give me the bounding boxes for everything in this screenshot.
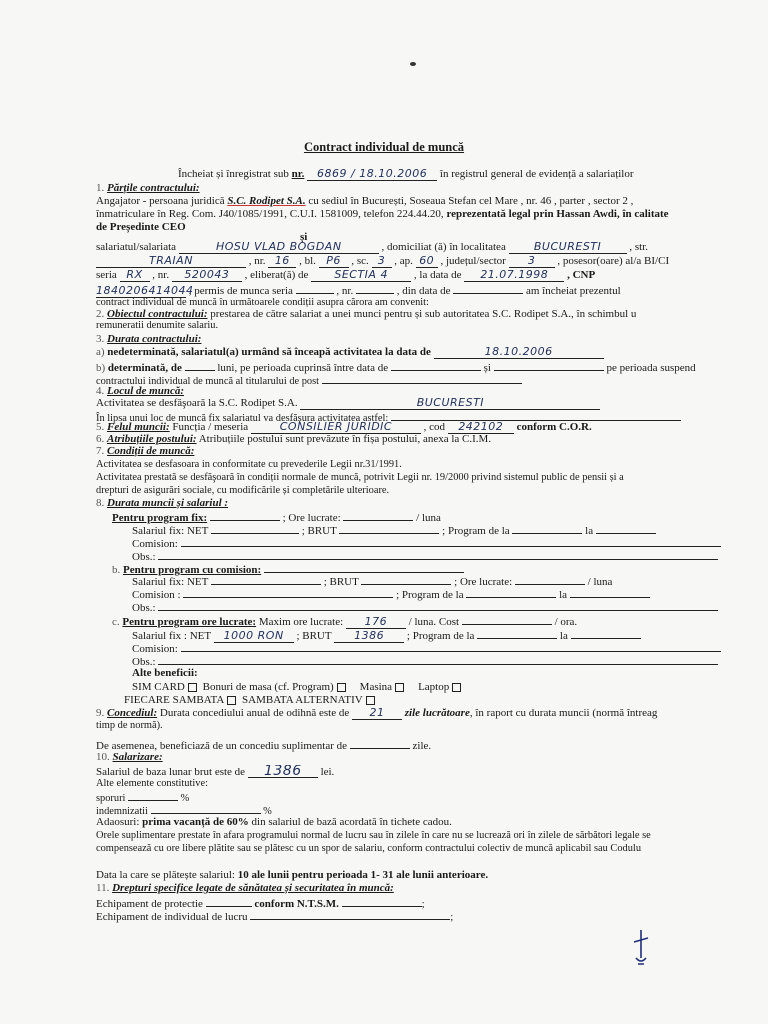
employee-address-line: TRAIAN , nr. 16 , bl. P6 , sc. 3 , ap. 60 , județul/sector 3 , posesor(oare) al/a BI/CI [96, 255, 732, 268]
cor-code: 242102 [448, 421, 514, 434]
other-elements: Alte elemente constitutive: [96, 778, 208, 789]
alternate-saturday-checkbox[interactable] [366, 696, 375, 705]
conditions-law-1: Activitatea se desfasoara in conformitate cu prevederile Legii nr.31/1991. [96, 459, 402, 470]
section-hours-salary: 8. Durata muncii și salariul : [96, 497, 229, 509]
object-continuation: remuneratii denumite salariu. [96, 320, 219, 331]
conditions-law-3: drepturi de asigurări sociale, cu modificările și completările ulterioare. [96, 485, 390, 496]
net-salary: 1000 RON [214, 630, 294, 643]
duration-suspension: contractului individual de muncă al titularului de post [96, 373, 732, 388]
duration-determined: b) determinată, de luni, pe perioada cuprinsă între data de și pe perioada suspend [96, 362, 696, 374]
payment-date-line: Data la care se plătește salariul: 10 ale lunii pentru perioada 1- 31 ale lunii anterioare. [96, 869, 489, 881]
employee-street: TRAIAN [96, 255, 246, 268]
base-salary-line: Salariul de baza lunar brut este de 1386 lei. [96, 765, 335, 778]
registration-line: Încheiat și înregistrat sub nr. 6869 / 18.10.2006 în registrul general de evidență a salariaților [178, 168, 634, 180]
workplace-line: Activitatea se desfăşoară la S.C. Rodipet S.A. BUCURESTI [96, 397, 732, 410]
and-conjunction: și [300, 231, 308, 243]
every-saturday-checkbox[interactable] [227, 696, 236, 705]
program-commission-commission: Comision : ; Program de la la [132, 587, 732, 601]
workplace-alt-line: În lipsa unui loc de muncă fix salariatul va desfăşura activitatea astfel: [96, 410, 732, 425]
section-parties-heading: 1. Părțile contractului: [96, 182, 200, 194]
protective-equipment-line: Echipament de protectie conform N.T.S.M. ; [96, 898, 425, 910]
program-hours-salary: Salariul fix : NET 1000 RON ; BRUT 1386 ; Program de la la [132, 628, 732, 643]
duration-indefinite: a) nedeterminată, salariatul(a) urmând să înceapă activitatea la data de 18.10.2006 [96, 346, 732, 359]
laptop-checkbox[interactable] [452, 683, 461, 692]
program-fix-salary: Salariul fix: NET ; BRUT ; Program de la la [132, 523, 732, 537]
employee-cnp-line: 1840206414044 , permis de munca seria , nr. , din data de am încheiat prezentul [96, 284, 621, 297]
program-commission: b. Pentru program cu comision: [112, 562, 732, 576]
benefits-row-2: FIECARE SAMBATA SAMBATA ALTERNATIV [124, 694, 732, 706]
workplace-value: BUCURESTI [300, 397, 600, 410]
conditions-law-2: Activitatea prestată se desfăşoară în condiții normale de muncă, potrivit Legii nr. 19/2000 privind sistemul public de pensii și a [96, 472, 624, 483]
registration-number: 6869 / 18.10.2006 [307, 168, 437, 181]
sim-card-checkbox[interactable] [188, 683, 197, 692]
employer-ceo-line: de Președinte CEO [96, 221, 186, 233]
program-hours-obs: Obs.: [132, 654, 732, 668]
section-salary: 10. Salarizare: [96, 751, 163, 763]
max-hours: 176 [346, 616, 406, 629]
employee-cnp: 1840206414044 [96, 284, 194, 297]
leave-norm: timp de normă). [96, 720, 163, 731]
program-fix: Pentru program fix: ; Ore lucrate: / luna [112, 512, 441, 524]
other-benefits-heading: Alte beneficii: [132, 667, 198, 679]
employer-line: Angajator - persoana juridică S.C. Rodipet S.A. cu sediul în București, Soseaua Stefan cel Mare , nr. 46 , parter , sector 2 , [96, 195, 634, 207]
section-duties: 6. Atribuțiile postului: Atribuțiile postului sunt prevăzute în fișa postului, anexa la C.I.M. [96, 433, 492, 445]
employee-city: BUCURESTI [509, 241, 627, 254]
benefits-row-1: SIM CARD Bonuri de masa (cf. Program) Masina Laptop [132, 681, 732, 693]
program-fix-commission: Comision: [132, 536, 732, 550]
program-fix-obs: Obs.: [132, 549, 732, 563]
conditions-line: contract individual de muncă în următoarele condiții asupra cărora am convenit: [96, 297, 429, 308]
program-hours: c. Pentru program ore lucrate: Maxim ore lucrate: 176 / luna. Cost / ora. [112, 615, 578, 628]
employee-name: HOSU VLAD BOGDAN [179, 241, 379, 254]
section-leave: 9. Concediul: Durata concediului anual de odihnă este de 21 zile lucrătoare, în raport cu durata muncii (normă întreag [96, 707, 658, 719]
overtime-line-2: compensează cu ore libere plătite sau se plătesc cu un spor de salariu, conform contractului colectiv de muncă aplicabil sau Codulu [96, 843, 642, 854]
allowances-line: indemnizatii % [96, 803, 732, 818]
program-commission-obs: Obs.: [132, 600, 732, 614]
scan-dot [410, 62, 416, 66]
section-workplace: 4. Locul de muncă: [96, 385, 184, 397]
leave-days: 21 [352, 707, 402, 720]
section-conditions: 7. Condiții de muncă: [96, 445, 195, 457]
signature-mark [630, 928, 652, 968]
section-health-safety: 11. Drepturi specifice legate de sănătatea și securitatea în muncă: [96, 882, 394, 894]
section-duration: 3. Durata contractului: [96, 333, 202, 345]
work-equipment-line: Echipament de individual de lucru ; [96, 911, 454, 923]
company-name: S.C. Rodipet S.A. [227, 195, 306, 207]
meal-vouchers-checkbox[interactable] [337, 683, 346, 692]
base-salary: 1386 [248, 765, 318, 778]
start-date: 18.10.2006 [434, 346, 604, 359]
employee-line: salariatul/salariata HOSU VLAD BOGDAN , domiciliat (ă) în localitatea BUCURESTI , str. [96, 241, 648, 253]
section-job: 5. Felul muncii: Funcția / meseria CONSILIER JURIDIC , cod 242102 conform C.O.R. [96, 421, 592, 433]
section-object: 2. Obiectul contractului: prestarea de către salariat a unei munci pentru și sub autoritatea S.C. Rodipet S.A., în schimbul u [96, 308, 637, 320]
bonuses-line: sporuri % [96, 790, 732, 805]
overtime-line-1: Orele suplimentare prestate în afara programului normal de lucru sau în zilele în care nu se lucrează ori în zilele de sărbători legale se [96, 830, 651, 841]
additions-line: Adaosuri: prima vacanță de 60% din salariul de bază acordată în tichete cadou. [96, 816, 452, 828]
car-checkbox[interactable] [395, 683, 404, 692]
employee-id-line: seria RX , nr. 520043 , eliberat(ă) de SECTIA 4 , la data de 21.07.1998 , CNP [96, 269, 596, 281]
leave-extra: De asemenea, beneficiază de un concediu suplimentar de zile. [96, 740, 432, 752]
program-hours-commission: Comision: [132, 641, 732, 655]
gross-salary: 1386 [334, 630, 404, 643]
job-position: CONSILIER JURIDIC [251, 421, 421, 434]
program-commission-salary: Salariul fix: NET ; BRUT ; Ore lucrate: / luna [132, 576, 613, 588]
contract-title: Contract individual de muncă [303, 140, 465, 154]
employer-registration-line: înmatriculare în Reg. Com. J40/1085/1991, C.U.I. 1581009, telefon 224.44.20, reprezentată legal prin Hassan Awdi, în calitate [96, 208, 669, 220]
